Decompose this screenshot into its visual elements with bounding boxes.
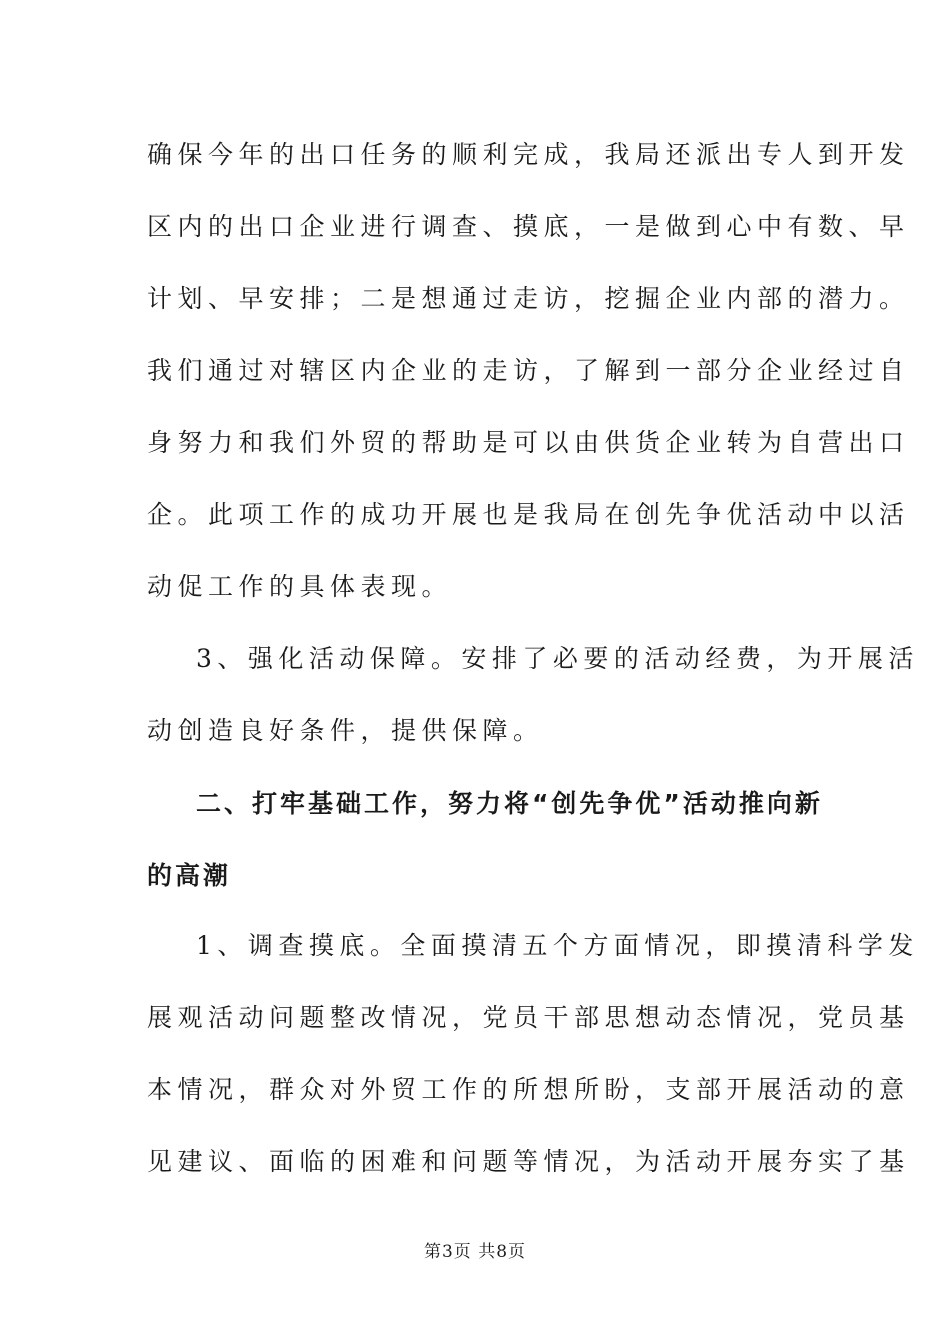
- text-line: 本情况，群众对外贸工作的所想所盼，支部开展活动的意: [147, 1075, 910, 1104]
- text-line: 我们通过对辖区内企业的走访，了解到一部分企业经过自: [147, 356, 910, 385]
- section-heading-continued: 的高潮: [147, 861, 232, 890]
- text-line: 区内的出口企业进行调查、摸底，一是做到心中有数、早: [147, 212, 910, 241]
- text-line: 见建议、面临的困难和问题等情况，为活动开展夯实了基: [147, 1147, 910, 1176]
- text-line: 确保今年的出口任务的顺利完成，我局还派出专人到开发: [147, 140, 910, 169]
- section-heading: 二、打牢基础工作，努力将“创先争优”活动推向新: [196, 789, 823, 818]
- text-line-indented: 3、强化活动保障。安排了必要的活动经费，为开展活: [196, 644, 919, 673]
- text-line: 动促工作的具体表现。: [147, 572, 453, 601]
- text-line: 展观活动问题整改情况，党员干部思想动态情况，党员基: [147, 1003, 910, 1032]
- text-line: 企。此项工作的成功开展也是我局在创先争优活动中以活: [147, 500, 910, 529]
- text-line-indented: 1、调查摸底。全面摸清五个方面情况，即摸清科学发: [196, 931, 919, 960]
- page-number-footer: 第3页 共8页: [423, 1242, 527, 1262]
- text-line: 动创造良好条件，提供保障。: [147, 716, 544, 745]
- text-line: 计划、早安排；二是想通过走访，挖掘企业内部的潜力。: [147, 284, 910, 313]
- text-line: 身努力和我们外贸的帮助是可以由供货企业转为自营出口: [147, 428, 910, 457]
